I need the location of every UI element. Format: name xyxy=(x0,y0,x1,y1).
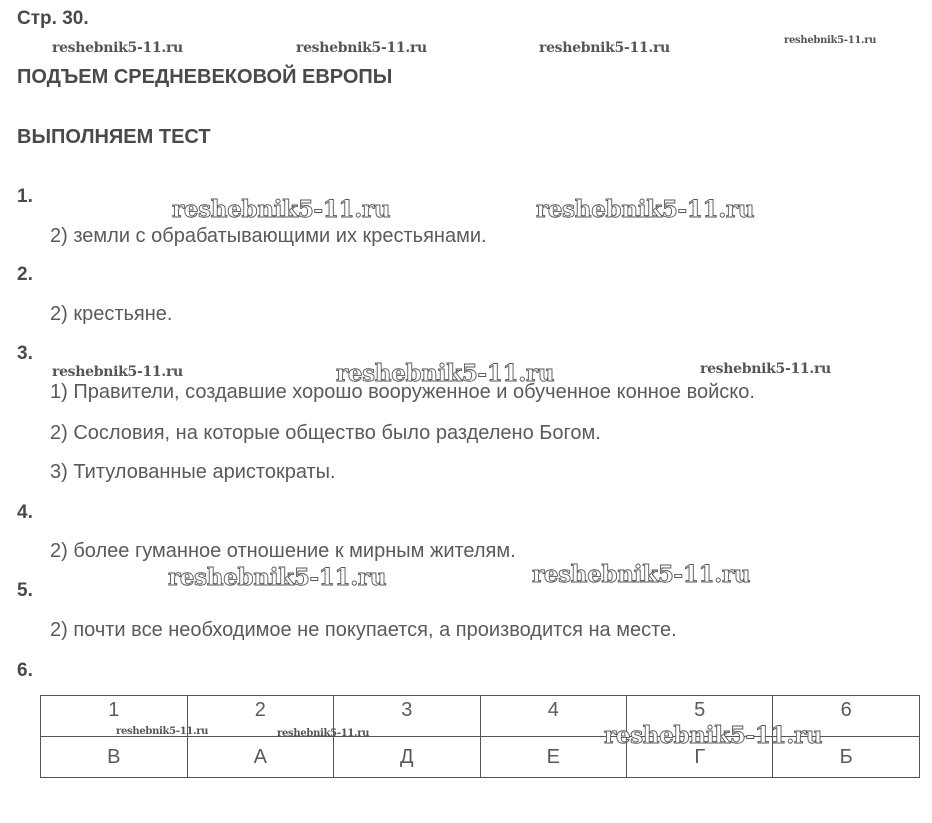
question-number: 1. xyxy=(17,186,33,207)
table-cell: Е xyxy=(480,737,627,778)
watermark: reshebnik5-11.ru xyxy=(784,35,877,46)
watermark: reshebnik5-11.ru xyxy=(172,196,391,223)
question-number: 3. xyxy=(17,343,33,364)
table-header-cell: 2 xyxy=(187,696,334,737)
table-cell: Б xyxy=(773,737,920,778)
answer-text: 3) Титулованные аристократы. xyxy=(50,461,336,483)
table-header-cell: 4 xyxy=(480,696,627,737)
table-header-cell: 6 xyxy=(773,696,920,737)
table-header-cell: 1 xyxy=(41,696,188,737)
watermark: reshebnik5-11.ru xyxy=(536,196,755,223)
answer-text: 2) земли с обрабатывающими их крестьянами. xyxy=(50,225,487,247)
watermark: reshebnik5-11.ru xyxy=(700,361,831,377)
answer-text: 2) крестьяне. xyxy=(50,303,173,325)
answer-text: 1) Правители, создавшие хорошо вооруженное и обученное конное войско. xyxy=(50,381,755,403)
answer-text: 2) Сословия, на которые общество было разделено Богом. xyxy=(50,422,601,444)
table-cell: В xyxy=(41,737,188,778)
answer-text: 2) более гуманное отношение к мирным жителям. xyxy=(50,540,516,562)
question-number: 6. xyxy=(17,660,33,681)
watermark: reshebnik5-11.ru xyxy=(277,728,370,739)
table-cell: А xyxy=(187,737,334,778)
question-number: 4. xyxy=(17,502,33,523)
table-header-cell: 3 xyxy=(334,696,481,737)
table-header-cell: 5 xyxy=(627,696,773,737)
table-cell: Г xyxy=(627,737,773,778)
watermark: reshebnik5-11.ru xyxy=(539,40,670,56)
watermark: reshebnik5-11.ru xyxy=(604,722,823,749)
watermark: reshebnik5-11.ru xyxy=(336,360,555,387)
page-title: ПОДЪЕМ СРЕДНЕВЕКОВОЙ ЕВРОПЫ xyxy=(17,66,393,88)
watermark: reshebnik5-11.ru xyxy=(116,726,209,737)
question-number: 5. xyxy=(17,580,33,601)
watermark: reshebnik5-11.ru xyxy=(532,561,751,588)
watermark: reshebnik5-11.ru xyxy=(52,364,183,380)
table-cell: Д xyxy=(334,737,481,778)
question-number: 2. xyxy=(17,264,33,285)
watermark: reshebnik5-11.ru xyxy=(52,40,183,56)
answer-text: 2) почти все необходимое не покупается, а производится на месте. xyxy=(50,619,677,641)
page-number: Стр. 30. xyxy=(17,8,89,29)
watermark: reshebnik5-11.ru xyxy=(168,564,387,591)
watermark: reshebnik5-11.ru xyxy=(296,40,427,56)
section-title: ВЫПОЛНЯЕМ ТЕСТ xyxy=(17,126,211,148)
